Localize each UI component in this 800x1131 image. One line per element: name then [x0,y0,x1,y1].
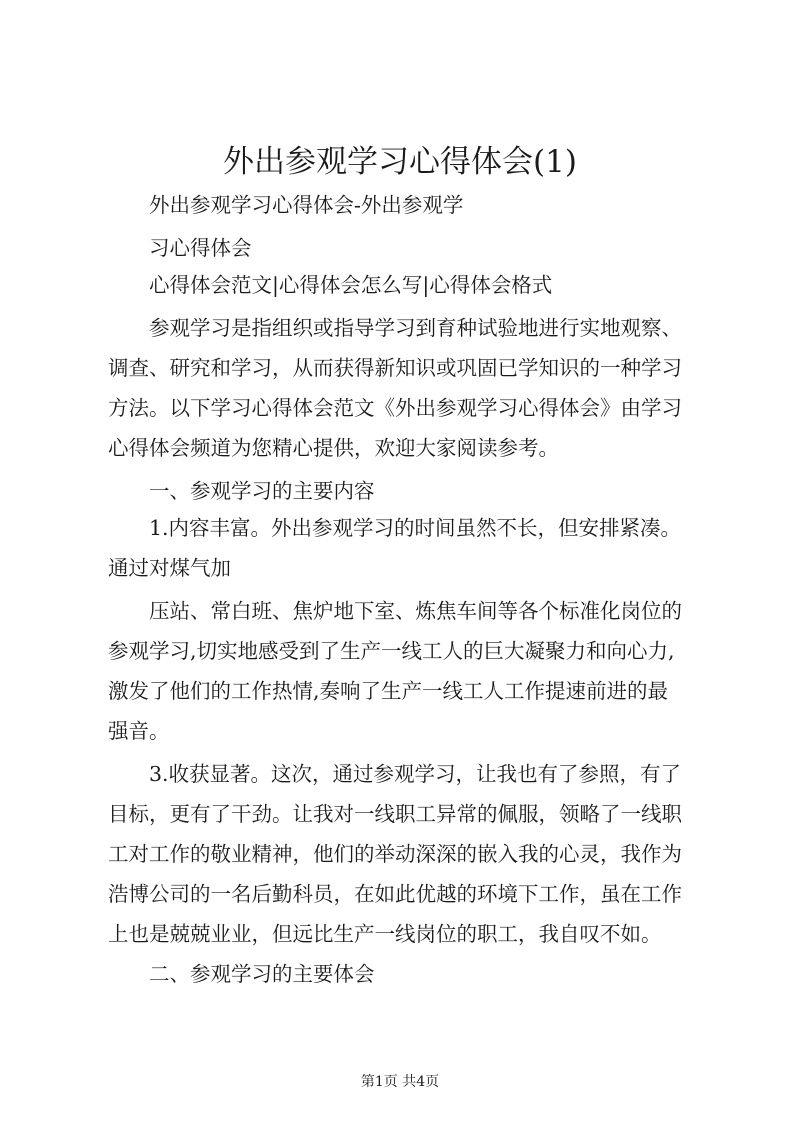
paragraph-line: 调查、研究和学习，从而获得新知识或巩固已学知识的一种学习 [108,356,682,380]
paragraph-line: 1.内容丰富。外出参观学习的时间虽然不长，但安排紧凑。 [149,516,682,540]
subtitle-line-2: 习心得体会 [149,236,252,260]
subtitle-line-1: 外出参观学习心得体会-外出参观学 [149,193,464,217]
paragraph-line: 浩博公司的一名后勤科员，在如此优越的环境下工作，虽在工作 [108,882,682,906]
paragraph-line: 方法。以下学习心得体会范文《外出参观学习心得体会》由学习 [108,396,682,420]
paragraph-line: 心得体会频道为您精心提供，欢迎大家阅读参考。 [108,436,559,460]
paragraph-line: 激发了他们的工作热情,奏响了生产一线工人工作提速前进的最 [108,679,669,703]
page-footer: 第1页 共4页 [360,1074,440,1090]
paragraph-line: 通过对煤气加 [108,556,231,580]
paragraph-line: 参观学习,切实地感受到了生产一线工人的巨大凝聚力和向心力, [108,639,675,663]
paragraph-line: 参观学习是指组织或指导学习到育种试验地进行实地观察、 [149,316,682,340]
section-heading-1: 一、参观学习的主要内容 [149,479,375,503]
paragraph-line: 目标，更有了干劲。让我对一线职工异常的佩服，领略了一线职 [108,802,682,826]
section-heading-2: 二、参观学习的主要体会 [149,962,375,986]
paragraph-line: 压站、常白班、焦炉地下室、炼焦车间等各个标准化岗位的 [149,599,682,623]
document-title: 外出参观学习心得体会(1) [223,144,577,180]
paragraph-line: 上也是兢兢业业，但远比生产一线岗位的职工，我自叹不如。 [108,922,662,946]
paragraph-line: 强音。 [108,719,170,743]
paragraph-line: 工对工作的敬业精神，他们的举动深深的嵌入我的心灵，我作为 [108,842,682,866]
paragraph-line: 3.收获显著。这次，通过参观学习，让我也有了参照，有了 [149,762,682,786]
category-line: 心得体会范文|心得体会怎么写|心得体会格式 [149,273,553,297]
